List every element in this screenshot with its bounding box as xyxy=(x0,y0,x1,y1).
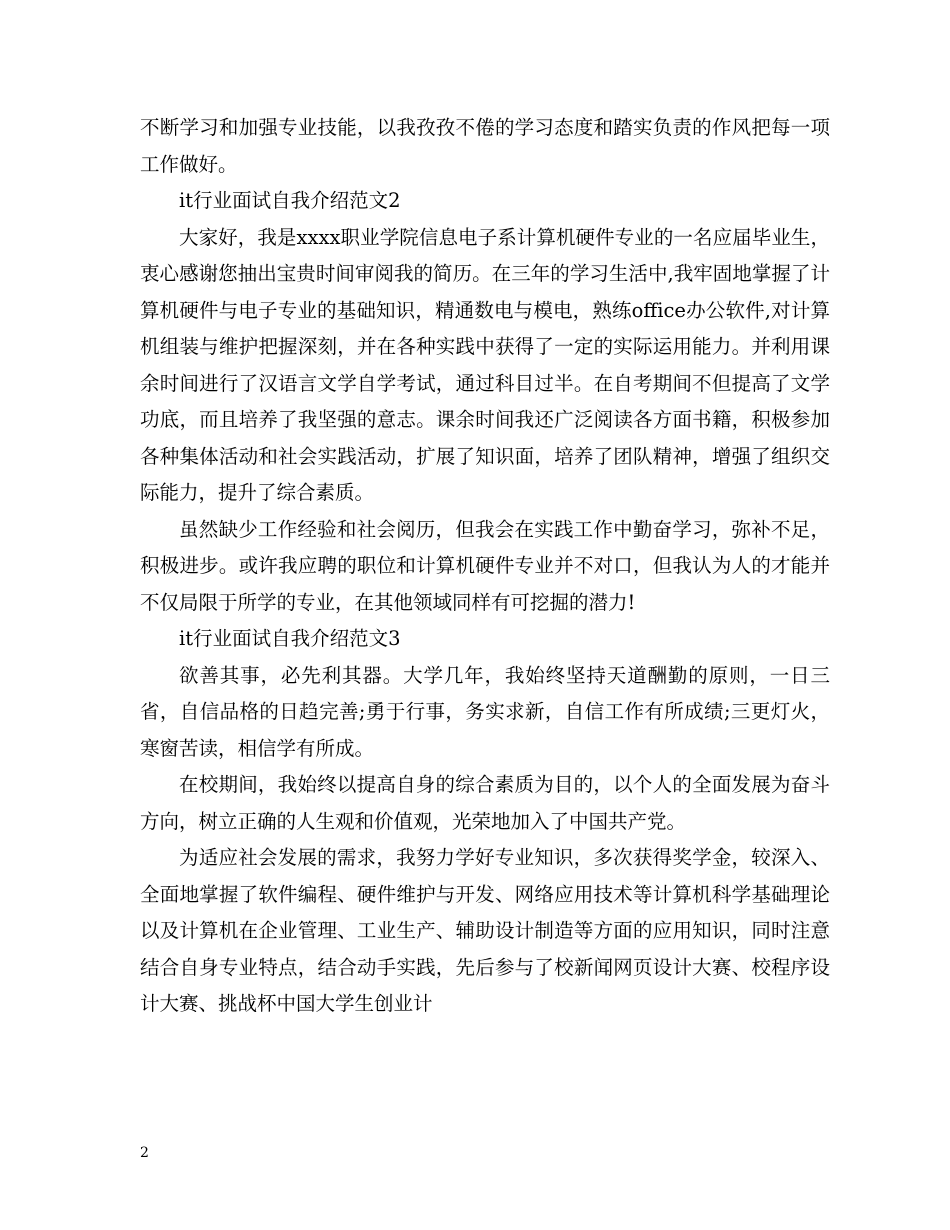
paragraph-6: 为适应社会发展的需求，我努力学好专业知识，多次获得奖学金，较深入、全面地掌握了软件编程、硬件维护与开发、网络应用技术等计算机科学基础理论以及计算机在企业管理、工业生产、辅助设计制造等方面的应用知识，同时注意结合自身专业特点，结合动手实践，先后参与了校新闻网页设计大赛、校程序设计大赛、挑战杯中国大学生创业计 xyxy=(140,846,830,1015)
paragraph-5: 在校期间，我始终以提高自身的综合素质为目的，以个人的全面发展为奋斗方向，树立正确的人生观和价值观，光荣地加入了中国共产党。 xyxy=(140,773,830,833)
paragraph-2: 大家好，我是xxxx职业学院信息电子系计算机硬件专业的一名应届毕业生，衷心感谢您抽出宝贵时间审阅我的简历。在三年的学习生活中,我牢固地掌握了计算机硬件与电子专业的基础知识，精通数电与模电，熟练office办公软件,对计算机组装与维护把握深刻，并在各种实践中获得了一定的实际运用能力。并利用课余时间进行了汉语言文学自学考试，通过科目过半。在自考期间不但提高了文学功底，而且培养了我坚强的意志。课余时间我还广泛阅读各方面书籍，积极参加各种集体活动和社会实践活动，扩展了知识面，培养了团队精神，增强了组织交际能力，提升了综合素质。 xyxy=(140,225,830,504)
section-heading-2: it行业面试自我介绍范文2 xyxy=(179,189,401,212)
document-body xyxy=(140,110,830,1023)
page-number: 2 xyxy=(140,1145,149,1161)
section-heading-3: it行业面试自我介绍范文3 xyxy=(179,627,401,650)
paragraph-4: 欲善其事，必先利其器。大学几年，我始终坚持天道酬勤的原则，一日三省，自信品格的日趋完善;勇于行事，务实求新，自信工作有所成绩;三更灯火，寒窗苦读，相信学有所成。 xyxy=(140,663,830,760)
paragraph-1: 不断学习和加强专业技能，以我孜孜不倦的学习态度和踏实负责的作风把每一项工作做好。 xyxy=(140,116,830,176)
paragraph-3: 虽然缺少工作经验和社会阅历，但我会在实践工作中勤奋学习，弥补不足，积极进步。或许我应聘的职位和计算机硬件专业并不对口，但我认为人的才能并不仅局限于所学的专业，在其他领域同样有可挖掘的潜力! xyxy=(140,517,830,614)
